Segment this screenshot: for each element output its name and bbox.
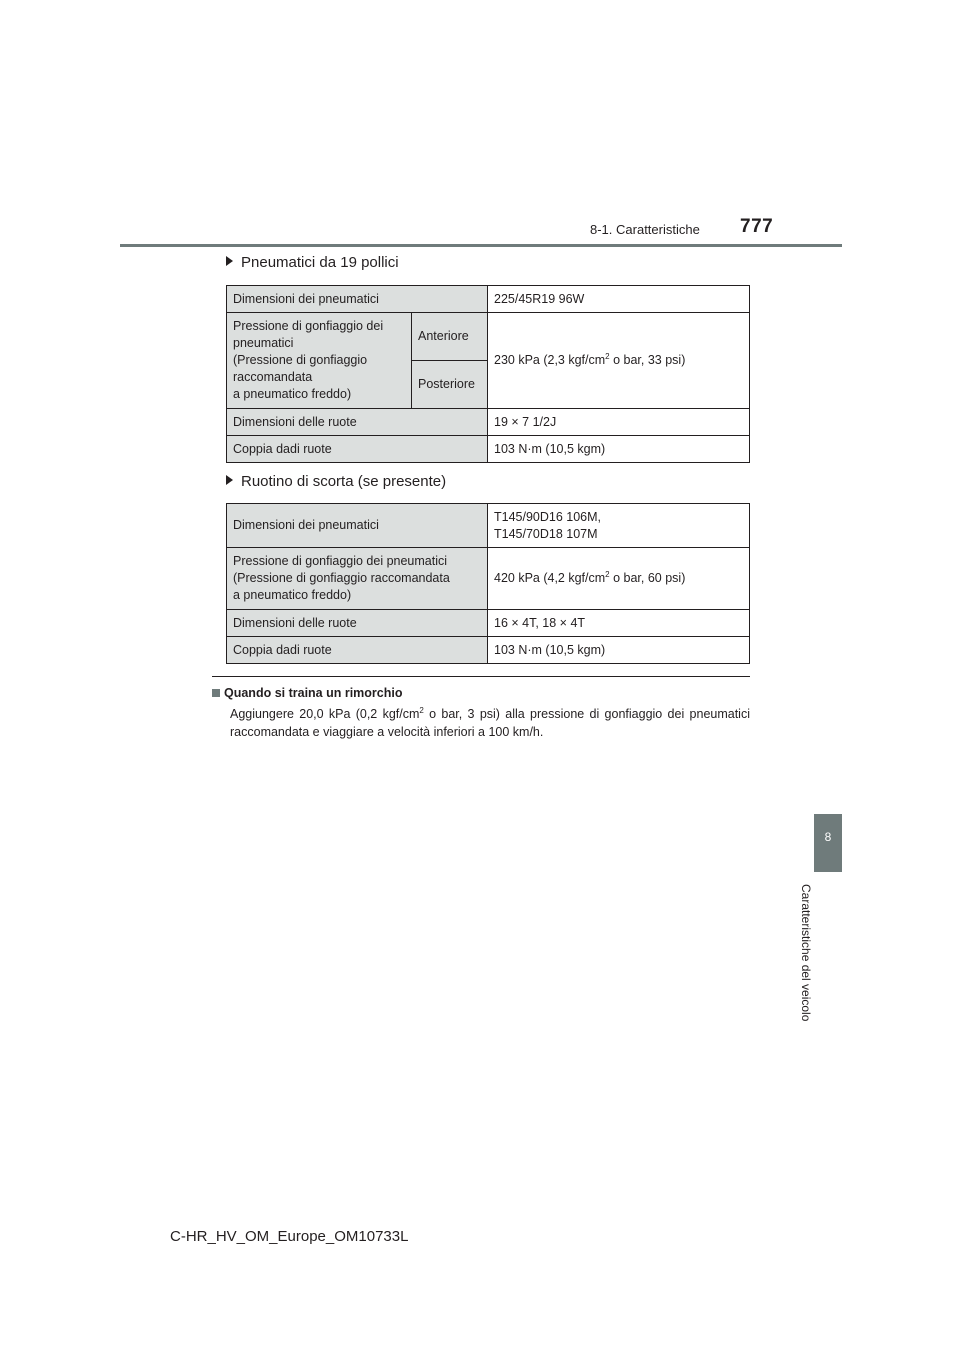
section-heading-text: Ruotino di scorta (se presente) — [241, 473, 447, 490]
square-bullet-icon — [212, 689, 220, 697]
pressure-value-text: o bar, 33 psi) — [609, 353, 686, 367]
table-row — [227, 436, 750, 463]
section-heading-text: Pneumatici da 19 pollici — [241, 254, 399, 271]
note-title-text: Quando si traina un rimorchio — [224, 686, 403, 700]
table-row — [227, 313, 750, 361]
wheel-size-label: Dimensioni delle ruote — [227, 409, 488, 436]
tire-size-line: T145/70D18 107M — [494, 526, 598, 541]
chapter-tab-label: Caratteristiche del veicolo — [799, 884, 813, 1022]
pressure-value-text: o bar, 60 psi) — [609, 571, 686, 585]
page-number: 777 — [740, 216, 774, 237]
note-body-text: Aggiungere 20,0 kPa (0,2 kgf/cm — [230, 707, 420, 721]
pressure-label-line: (Pressione di gonfiaggio — [233, 353, 368, 367]
pressure-value-text: 420 kPa (4,2 kgf/cm — [494, 571, 606, 585]
tire-size-value: 225/45R19 96W — [488, 286, 750, 313]
pressure-label — [227, 548, 488, 610]
pressure-label-line: a pneumatico freddo) — [233, 387, 352, 401]
triangle-bullet-icon — [226, 475, 233, 485]
pressure-value-sup: 2 — [605, 352, 610, 361]
table-row — [227, 637, 750, 664]
pressure-label-line: (Pressione di gonfiaggio raccomandata — [233, 571, 450, 585]
torque-label: Coppia dadi ruote — [227, 436, 488, 463]
tire-size-line: T145/90D16 106M, — [494, 509, 602, 524]
section-heading-spare — [226, 473, 446, 490]
tire-size-label: Dimensioni dei pneumatici — [227, 286, 488, 313]
spec-table-spare — [226, 503, 750, 664]
rear-label: Posteriore — [412, 361, 488, 409]
note-title — [212, 686, 403, 700]
pressure-label-line: Pressione di gonfiaggio dei pneumatici — [233, 554, 448, 568]
note-body-sup: 2 — [419, 706, 424, 715]
table-row — [227, 409, 750, 436]
note-divider — [212, 676, 750, 677]
triangle-bullet-icon — [226, 256, 233, 266]
pressure-label-line: raccomandata — [233, 370, 313, 384]
pressure-value-sup: 2 — [605, 570, 610, 579]
note-body — [230, 705, 750, 741]
chapter-tab-number: 8 — [824, 830, 832, 844]
table-row — [227, 548, 750, 610]
pressure-label — [227, 313, 412, 409]
pressure-label-line: a pneumatico freddo) — [233, 588, 352, 602]
pressure-label-line: pneumatici — [233, 336, 294, 350]
spec-table-19-inch — [226, 285, 750, 463]
note-body-text: o bar, 3 psi) alla pressione di gonfiaggio dei pneumatici raccomandata e viaggiare a velocità inferiori a 100 km/h. — [230, 707, 750, 739]
section-heading-19-inch — [226, 254, 399, 271]
torque-value: 103 N·m (10,5 kgm) — [488, 436, 750, 463]
pressure-value — [488, 313, 750, 409]
table-row — [227, 504, 750, 548]
front-label: Anteriore — [412, 313, 488, 361]
pressure-value — [488, 548, 750, 610]
section-title: 8-1. Caratteristiche — [590, 222, 700, 237]
wheel-size-label: Dimensioni delle ruote — [227, 610, 488, 637]
document-code: C-HR_HV_OM_Europe_OM10733L — [170, 1228, 409, 1245]
torque-value: 103 N·m (10,5 kgm) — [488, 637, 750, 664]
table-row — [227, 610, 750, 637]
pressure-value-text: 230 kPa (2,3 kgf/cm — [494, 353, 606, 367]
tire-size-label: Dimensioni dei pneumatici — [227, 504, 488, 548]
wheel-size-value: 16 × 4T, 18 × 4T — [488, 610, 750, 637]
pressure-label-line: Pressione di gonfiaggio dei — [233, 319, 384, 333]
header-divider — [120, 244, 842, 247]
table-row — [227, 286, 750, 313]
torque-label: Coppia dadi ruote — [227, 637, 488, 664]
wheel-size-value: 19 × 7 1/2J — [488, 409, 750, 436]
tire-size-value — [488, 504, 750, 548]
